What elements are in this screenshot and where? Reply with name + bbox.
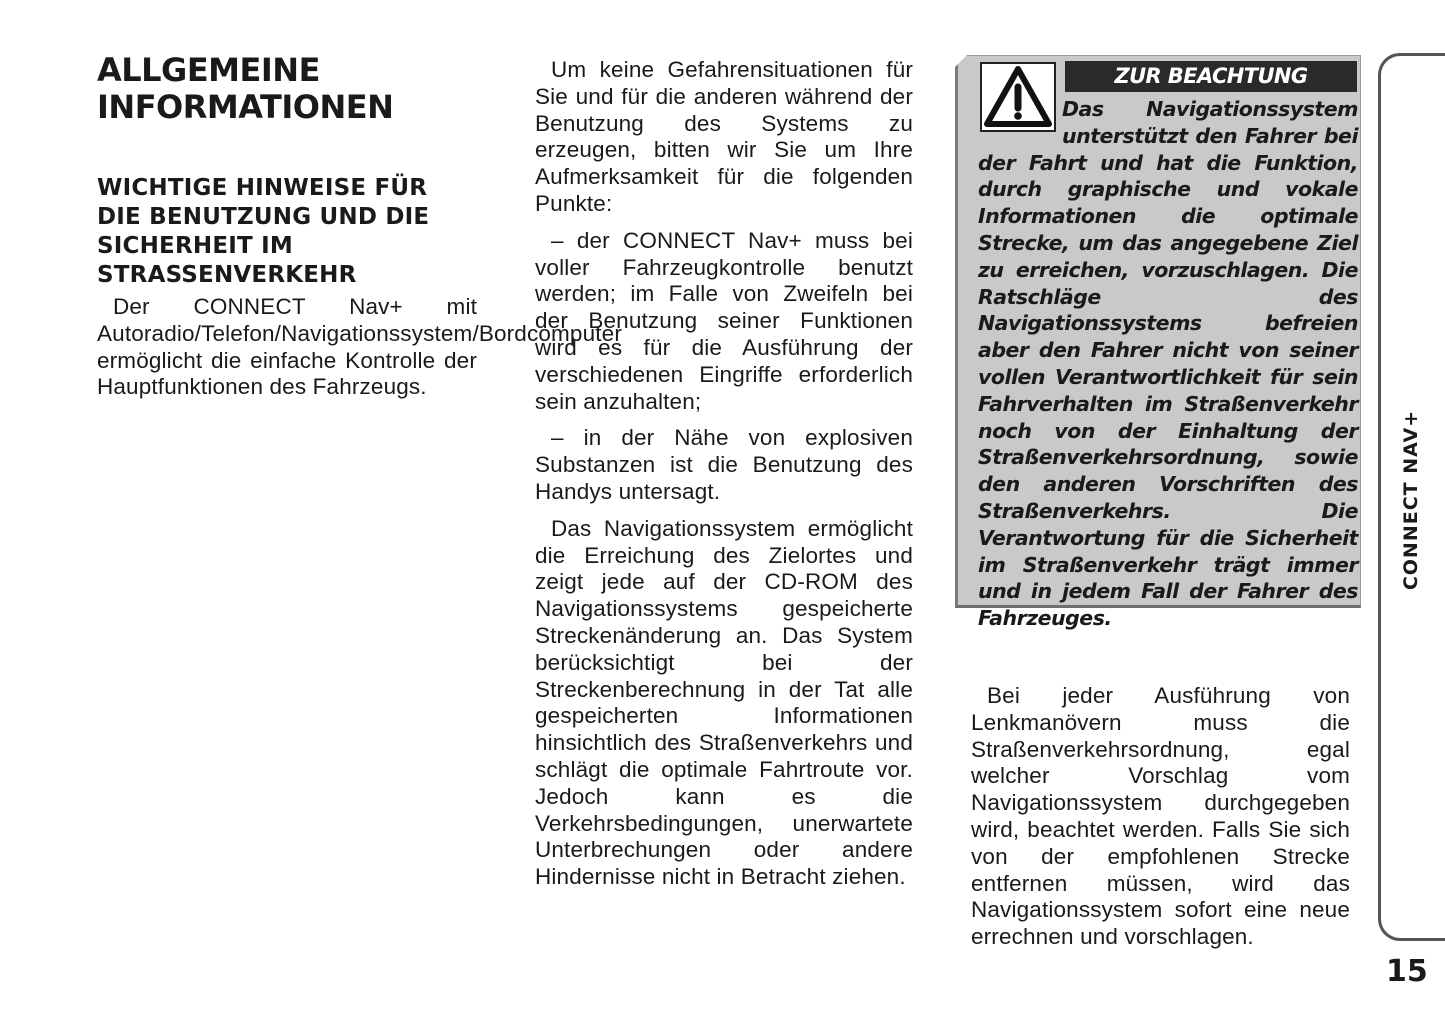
paragraph-vehicle-control: – der CONNECT Nav+ muss bei voller Fahrzeugkontrolle benutzt werden; im Falle von Zweifeln bei der Benutzung seiner Funktionen wird es für die Ausführung der verschiedenen Eingriffe erforderlich sein anzuhalten; [535, 227, 913, 414]
left-column [97, 51, 622, 401]
page-title-line-1: ALLGEMEINE [97, 51, 320, 89]
paragraph-navigation-system: Das Navigationssystem ermöglicht die Erreichung des Zielortes und zeigt jede auf der CD-ROM des Navigationssystems gespeicherte Streckenänderung an. Das System berücksichtigt bei der Streckenberechnung in der Tat alle gespeicherten Informationen hinsichtlich des Straßenverkehrs und schlägt die optimale Fahrtroute vor. Jedoch kann es die Verkehrsbedingungen, unerwartete Unterbrechungen oder andere Hindernisse nicht in Betracht ziehen. [535, 515, 913, 890]
page-title [97, 52, 477, 126]
middle-column [535, 57, 913, 891]
page-number: 15 [1386, 954, 1428, 989]
icon-spacer [978, 96, 1062, 148]
section-title-line: SICHERHEIT IM [97, 233, 293, 259]
chapter-tab-label: CONNECT NAV+ [1400, 409, 1422, 591]
paragraph-safety-intro: Um keine Gefahrensituationen für Sie und für die anderen während der Benutzung des Systems zu erzeugen, bitten wir Sie um Ihre Aufmerksamkeit für die folgenden Punkte: [535, 57, 913, 216]
warning-box [955, 55, 1361, 631]
warning-header: ZUR BEACHTUNG [1065, 61, 1357, 92]
section-title-line: DIE BENUTZUNG UND DIE [97, 204, 430, 230]
warning-text-block [978, 96, 1358, 632]
paragraph-steering: Bei jeder Ausführung von Lenkmanövern muss die Straßenverkehrsordnung, egal welcher Vorschlag vom Navigationssystem durchgegeben wird, beachtet werden. Falls Sie sich von der empfohlenen Strecke entfernen müssen, wird das Navigationssystem sofort eine neue errechnen und vorschlagen. [971, 683, 1350, 950]
right-column [971, 683, 1350, 951]
intro-paragraph: Der CONNECT Nav+ mit Autoradio/Telefon/Navigationssystem/Bordcomputer ermöglicht die einfache Kontrolle der Hauptfunktionen des Fahrzeugs. [97, 294, 622, 400]
section-title-line: WICHTIGE HINWEISE FÜR [97, 175, 428, 201]
warning-box-corner [955, 55, 967, 67]
section-title-line: STRASSENVERKEHR [97, 262, 357, 288]
section-title [97, 174, 477, 290]
paragraph-explosives: – in der Nähe von explosiven Substanzen ist die Benutzung des Handys untersagt. [535, 425, 913, 504]
page-title-line-2: INFORMATIONEN [97, 88, 394, 126]
warning-text: Das Navigationssystem unterstützt den Fahrer bei der Fahrt und hat die Funktion, durch graphische und vokale Informationen die optimale Strecke, um das angegebene Ziel zu erreichen, vorzuschlagen. Die Ratschläge des Navigationssystems befreien aber den Fahrer nicht von seiner vollen Verantwortlichkeit für sein Fahrverhalten im Straßenverkehr noch von der Einhaltung der Straßenverkehrsordnung, sowie den anderen Vorschriften des Straßenverkehrs. Die Verantwortung für die Sicherheit im Straßenverkehr trägt immer und in jedem Fall der Fahrer des Fahrzeuges. [978, 97, 1358, 631]
